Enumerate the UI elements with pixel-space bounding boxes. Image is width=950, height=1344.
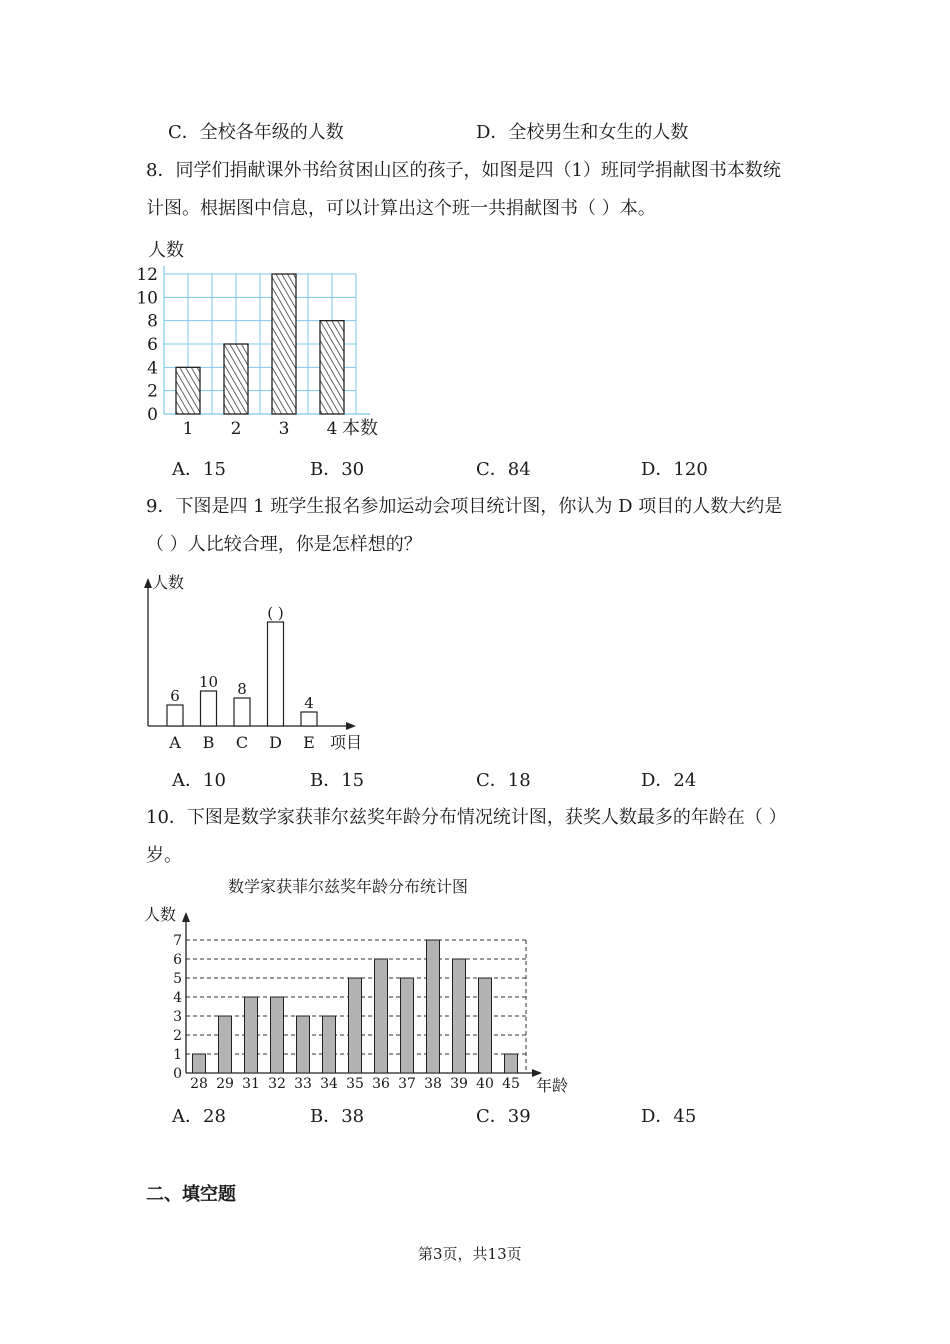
bar-value-label: 6 bbox=[170, 687, 180, 705]
bar-age-40 bbox=[479, 978, 492, 1073]
y-tick-label: 1 bbox=[173, 1047, 182, 1063]
page-footer: 第3页，共13页 bbox=[418, 1245, 522, 1263]
q8-text-line1: 8．同学们捐献课外书给贫困山区的孩子，如图是四（1）班同学捐献图书本数统 bbox=[146, 160, 781, 181]
bar-age-45 bbox=[505, 1054, 518, 1073]
bar-age-33 bbox=[297, 1016, 310, 1073]
bar-1 bbox=[176, 367, 200, 414]
bar-age-37 bbox=[401, 978, 414, 1073]
x-tick-label: 4 bbox=[326, 419, 338, 439]
bar-E bbox=[301, 712, 317, 726]
bar-D bbox=[268, 622, 284, 726]
bar-age-38 bbox=[427, 940, 440, 1073]
q10-option-d: D．45 bbox=[641, 1106, 697, 1127]
y-axis-label: 人数 bbox=[144, 905, 177, 924]
y-tick-label: 0 bbox=[173, 1066, 182, 1082]
bar-B bbox=[201, 691, 217, 726]
q10-option-c: C．39 bbox=[476, 1106, 531, 1127]
x-axis-label: 项目 bbox=[330, 733, 363, 752]
x-axis-arrow bbox=[346, 722, 356, 730]
y-tick-label: 6 bbox=[173, 952, 182, 968]
x-tick-label: C bbox=[235, 733, 249, 752]
chart-title: 数学家获菲尔兹奖年龄分布统计图 bbox=[228, 877, 469, 896]
x-tick-label: D bbox=[269, 733, 282, 752]
bar-age-34 bbox=[323, 1016, 336, 1073]
bar-value-label: ( ) bbox=[267, 604, 284, 622]
y-axis-arrow bbox=[182, 912, 190, 922]
x-tick-label: 1 bbox=[182, 419, 194, 439]
x-tick-label: 29 bbox=[216, 1076, 234, 1092]
bar-age-32 bbox=[271, 997, 284, 1073]
section-title-fill-blank: 二、填空题 bbox=[146, 1184, 236, 1205]
bar-age-39 bbox=[453, 959, 466, 1073]
q8-option-b: B．30 bbox=[310, 459, 365, 480]
q7-option-c: C．全校各年级的人数 bbox=[168, 122, 344, 143]
y-tick-label: 4 bbox=[147, 358, 158, 379]
x-tick-label: 37 bbox=[398, 1076, 416, 1092]
x-tick-label: 45 bbox=[502, 1076, 520, 1092]
q8-option-d: D．120 bbox=[641, 459, 708, 480]
x-tick-label: 33 bbox=[294, 1076, 312, 1092]
x-tick-label: B bbox=[202, 733, 215, 752]
x-tick-label: 31 bbox=[242, 1076, 260, 1092]
q10-option-b: B．38 bbox=[310, 1106, 365, 1127]
x-tick-label: 36 bbox=[372, 1076, 390, 1092]
q8-text-line2: 计图。根据图中信息，可以计算出这个班一共捐献图书（ ）本。 bbox=[146, 198, 656, 219]
q8-option-a: A．15 bbox=[172, 459, 226, 480]
bar-A bbox=[167, 705, 183, 726]
q8-option-c: C．84 bbox=[476, 459, 531, 480]
y-tick-label: 2 bbox=[147, 381, 158, 402]
x-tick-label: 28 bbox=[190, 1076, 208, 1092]
y-tick-label: 12 bbox=[136, 265, 158, 285]
bar-age-29 bbox=[219, 1016, 232, 1073]
bar-age-28 bbox=[193, 1054, 206, 1073]
q10-text-line2: 岁。 bbox=[146, 845, 182, 866]
x-axis-label: 本数 bbox=[342, 418, 378, 439]
x-tick-label: E bbox=[303, 733, 315, 752]
bar-3 bbox=[272, 274, 296, 414]
x-tick-label: 34 bbox=[320, 1076, 338, 1092]
q9-option-b: B．15 bbox=[310, 770, 365, 791]
y-tick-label: 0 bbox=[147, 405, 158, 425]
bar-2 bbox=[224, 344, 248, 414]
q10-option-a: A．28 bbox=[172, 1106, 226, 1127]
x-tick-label: 32 bbox=[268, 1076, 286, 1092]
x-tick-label: 35 bbox=[346, 1076, 364, 1092]
bar-value-label: 10 bbox=[198, 673, 219, 691]
y-tick-label: 8 bbox=[147, 311, 158, 332]
q9-text-line1: 9．下图是四 1 班学生报名参加运动会项目统计图，你认为 D 项目的人数大约是 bbox=[146, 496, 783, 517]
x-tick-label: 38 bbox=[424, 1076, 442, 1092]
x-tick-label: 2 bbox=[230, 419, 242, 439]
bar-value-label: 4 bbox=[304, 694, 314, 712]
bar-4 bbox=[320, 321, 344, 414]
y-tick-label: 6 bbox=[147, 335, 158, 355]
bar-age-35 bbox=[349, 978, 362, 1073]
bar-value-label: 8 bbox=[237, 680, 247, 698]
y-axis-label: 人数 bbox=[148, 240, 184, 261]
q9-option-d: D．24 bbox=[641, 770, 697, 791]
x-tick-label: 3 bbox=[278, 419, 290, 439]
bar-C bbox=[234, 698, 250, 726]
y-axis-label: 人数 bbox=[152, 573, 185, 592]
q9-option-a: A．10 bbox=[172, 770, 226, 791]
q9-option-c: C．18 bbox=[476, 770, 531, 791]
y-tick-label: 3 bbox=[173, 1009, 182, 1025]
y-tick-label: 7 bbox=[173, 933, 182, 949]
bar-age-31 bbox=[245, 997, 258, 1073]
y-tick-label: 5 bbox=[173, 971, 182, 987]
q7-option-d: D．全校男生和女生的人数 bbox=[476, 122, 689, 143]
x-tick-label: A bbox=[169, 733, 181, 752]
x-tick-label: 39 bbox=[450, 1076, 468, 1092]
y-tick-label: 2 bbox=[173, 1028, 182, 1044]
q9-text-line2: （ ）人比较合理，你是怎样想的？ bbox=[146, 534, 422, 555]
chart-sports-events bbox=[130, 568, 390, 758]
y-tick-label: 10 bbox=[136, 288, 158, 309]
bar-age-36 bbox=[375, 959, 388, 1073]
y-tick-label: 4 bbox=[173, 990, 182, 1006]
x-tick-label: 40 bbox=[476, 1076, 494, 1092]
chart-book-donations bbox=[130, 232, 430, 442]
x-axis-label: 年龄 bbox=[536, 1076, 569, 1095]
q10-text-line1: 10．下图是数学家获菲尔兹奖年龄分布情况统计图，获奖人数最多的年龄在（ ） bbox=[146, 807, 787, 828]
y-axis-arrow bbox=[144, 578, 152, 588]
chart-fields-medal-ages bbox=[140, 872, 590, 1097]
